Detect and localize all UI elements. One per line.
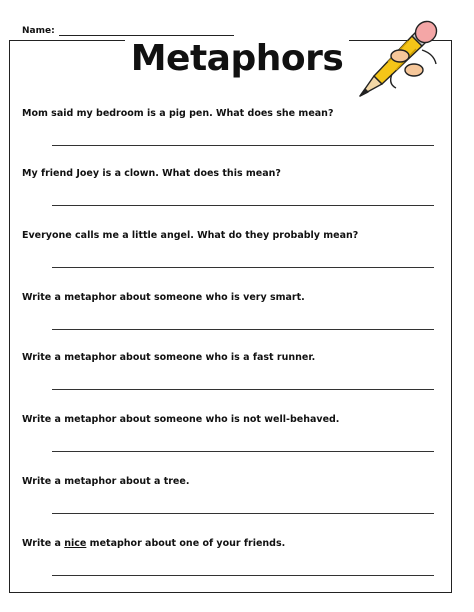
question-5: Write a metaphor about someone who is a fast runner. bbox=[22, 352, 316, 363]
question-8 bbox=[22, 538, 285, 549]
question-1: Mom said my bedroom is a pig pen. What does she mean? bbox=[22, 108, 334, 119]
question-6: Write a metaphor about someone who is not well-behaved. bbox=[22, 414, 340, 425]
worksheet-title: Metaphors bbox=[125, 38, 350, 79]
answer-line-6[interactable] bbox=[52, 451, 434, 452]
name-field bbox=[22, 26, 234, 36]
answer-line-5[interactable] bbox=[52, 389, 434, 390]
answer-line-8[interactable] bbox=[52, 575, 434, 576]
question-8-start: Write a bbox=[22, 538, 65, 549]
name-label: Name: bbox=[22, 26, 55, 36]
answer-line-3[interactable] bbox=[52, 267, 434, 268]
question-7: Write a metaphor about a tree. bbox=[22, 476, 190, 487]
question-8-emphasis: nice bbox=[64, 538, 87, 549]
answer-line-4[interactable] bbox=[52, 329, 434, 330]
name-input-line[interactable] bbox=[59, 26, 234, 36]
question-2: My friend Joey is a clown. What does this mean? bbox=[22, 168, 281, 179]
worksheet-border bbox=[9, 40, 452, 593]
answer-line-2[interactable] bbox=[52, 205, 434, 206]
pencil-character-icon bbox=[352, 10, 452, 100]
answer-line-7[interactable] bbox=[52, 513, 434, 514]
question-4: Write a metaphor about someone who is very smart. bbox=[22, 292, 305, 303]
question-3: Everyone calls me a little angel. What do they probably mean? bbox=[22, 230, 359, 241]
answer-line-1[interactable] bbox=[52, 145, 434, 146]
question-8-end: metaphor about one of your friends. bbox=[86, 538, 286, 549]
